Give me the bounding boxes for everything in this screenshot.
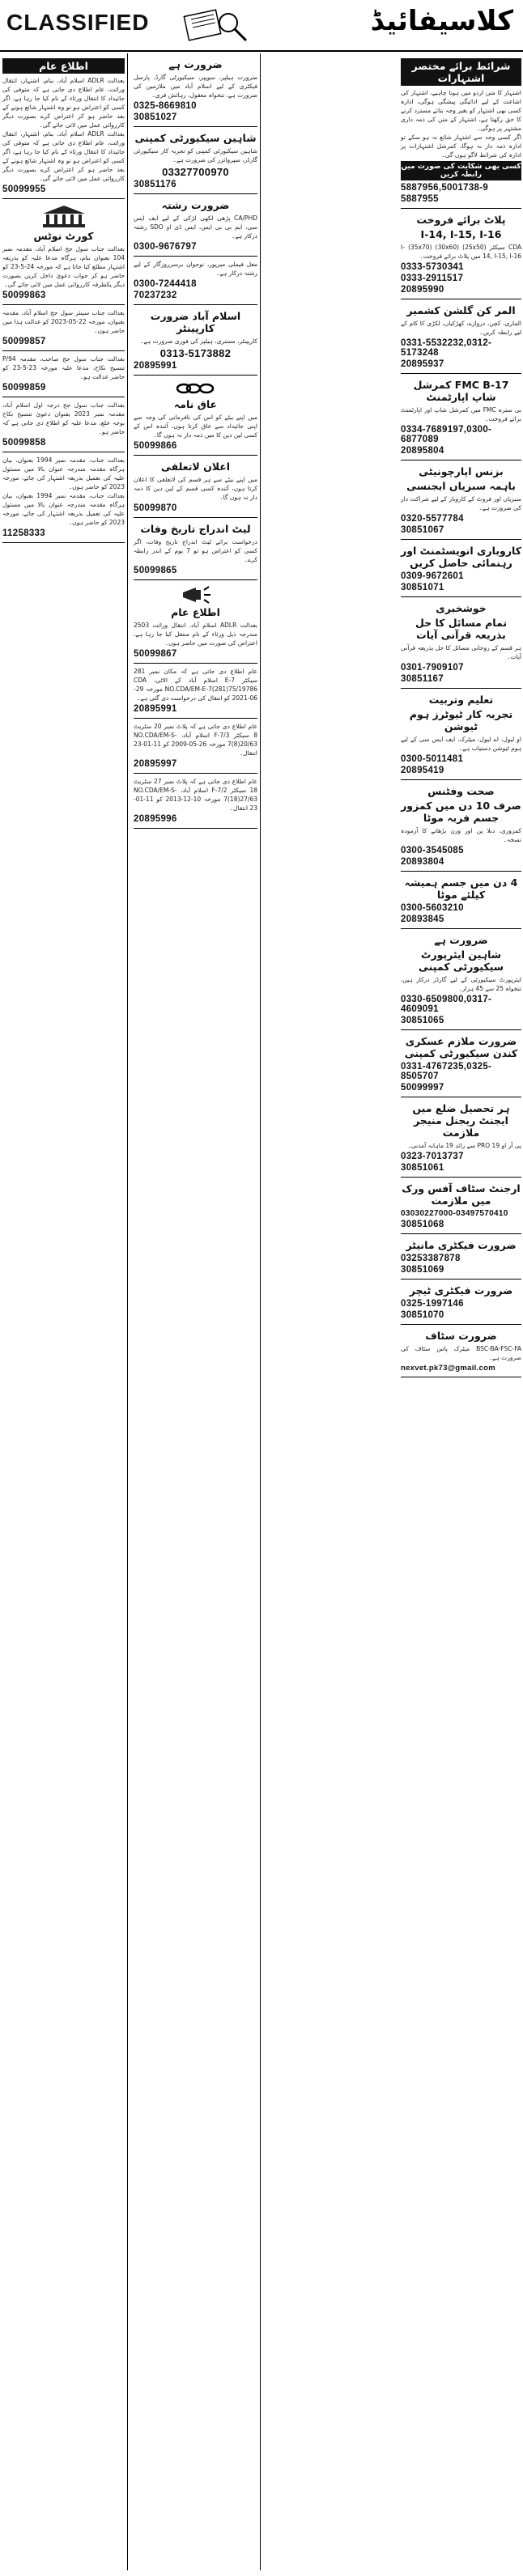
- ad-body: CA/PHD پڑھی لکھی لڑکی کے لیے ایف ایس سی، ایم بی بی ایس، ایس ڈی او SDO رشتہ درکار ہے۔: [134, 214, 258, 240]
- column-1: [0, 53, 128, 2570]
- ad-monitor: [401, 1234, 521, 1280]
- ad-code: 50099870: [134, 503, 177, 513]
- ad-code: 30851070: [401, 1310, 444, 1320]
- ad-code: 50099863: [2, 291, 46, 300]
- ad-terms: [401, 53, 521, 209]
- ad-business: [401, 460, 521, 540]
- ad-phone: 0333-2911517: [401, 274, 464, 283]
- ad-court: [2, 199, 125, 305]
- ad-notice: [134, 719, 257, 774]
- ad-phone: 03253387878: [401, 1254, 461, 1263]
- ad-body: بعدالت جناب سینئر سول جج اسلام آباد، مقدمہ بعنوان، مورخہ 22-05-2023 کو عدالت ہذا میں حاضر ہوں۔: [2, 309, 125, 334]
- ad-title: اسلام آباد ضرورت کارپینٹر: [150, 310, 241, 334]
- ad-title: ضرورت رشتہ: [161, 199, 230, 211]
- ad-code: 11258333: [2, 528, 45, 538]
- page-header: [0, 0, 523, 52]
- ad-rishta: [134, 257, 257, 305]
- ad-subtitle: تجربہ کار ٹیوٹرز ہوم ٹیوشن: [409, 708, 513, 732]
- ad-body: پی آر او 19 PRO سے زائد 19 ماہانہ آمدنی۔: [407, 1142, 521, 1149]
- ad-good-news: [401, 597, 521, 689]
- ad-code: 20895990: [401, 285, 444, 295]
- ad-body: درخواست برائے لیٹ اندراج تاریخ وفات، اگر کسی کو اعتراض ہو تو 7 یوم کے اندر رابطہ کرے۔: [134, 538, 257, 563]
- header-title-en: CLASSIFIED: [6, 10, 150, 35]
- ad-code: 50099865: [134, 566, 177, 575]
- ad-body: کمزوری، دبلا پن اور وزن بڑھانے کا آزمودہ نسخہ۔: [401, 827, 521, 843]
- ad-body: بعدالت جناب سول جج صاحب، مقدمہ 94/P تنسیخ نکاح، مدعا علیہ مورخہ 23-5-23 کو حاضر عدالت ہو۔: [2, 355, 125, 380]
- ad-body: بعدالت جناب سول جج درجہ اول اسلام آباد، مقدمہ نمبر 2023 بعنوان دعویٰ تنسیخ نکاح بوجہ خلع، مدعا علیہ کو اطلاع دی جاتی ہے کہ حاضر ہو۔: [2, 401, 125, 435]
- ad-body: BSC-BA-FSC-FA میٹرک پاس سٹاف کی ضرورت ہے۔: [401, 1345, 521, 1361]
- ad-code: 20895991: [134, 704, 177, 714]
- ad-subtitle: 4 دن میں جسم ہمیشہ کیلئے موٹا: [404, 876, 518, 901]
- ad-code: 30851065: [401, 1016, 444, 1025]
- ad-phone: 0320-5577784: [401, 514, 464, 524]
- ad-code: 30851167: [401, 674, 444, 684]
- ad-code: 50099857: [2, 337, 46, 346]
- ad-notice: [134, 774, 257, 829]
- ad-phone: 0301-7909107: [401, 663, 464, 673]
- ad-title: اطلاع عام: [2, 58, 125, 74]
- ad-title: اعلان لاتعلقی: [160, 460, 231, 473]
- ad-title: خوشخبری: [436, 602, 487, 614]
- ad-body: اگر کسی وجہ سے اشتہار شائع نہ ہو سکے تو ادارہ ذمہ دار نہ ہوگا، کمرشل اشتہارات پر ادارہ کی شرائط لاگو ہوں گی۔: [401, 134, 521, 159]
- ad-body: عام اطلاع دی جاتی ہے کہ مکان نمبر 281 سیکٹر E-7 اسلام آباد کے الاٹی، CDA NO.CDA/EM-E-7(281)75/19786 مورخہ 29-06-2021 کو انتقال کی درخواست دی گئی ہے۔: [134, 668, 257, 702]
- ad-urgent: [401, 1178, 521, 1234]
- ad-notice: [134, 580, 257, 664]
- ad-code: 20893845: [401, 915, 444, 924]
- ad-subtitle: I-14, I-15, I-16: [420, 228, 502, 240]
- ad-late-entry: [134, 518, 257, 580]
- ad-health: [401, 872, 521, 929]
- ad-title: کورٹ نوٹس: [33, 230, 94, 242]
- ad-phone: 0325-8669810: [134, 101, 197, 111]
- ad-code: 20895991: [134, 361, 177, 371]
- ad-title: ضرورت فیکٹری مانیٹر: [406, 1239, 517, 1251]
- ad-body: میں اپنے بیٹے سے ہر قسم کی لاتعلقی کا اعلان کرتا ہوں، آئندہ کسی قسم کے لین دین کا ذمہ دار نہ ہوں گا۔: [134, 476, 257, 501]
- ad-body: عام اطلاع دی جاتی ہے کہ پلاٹ نمبر 20 سٹریٹ 8 سیکٹر F-7/3 اسلام آباد، NO.CDA/EM-S-7(8)20/63 مورخہ 26-05-2009 کو 11-01-23 انتقال۔: [134, 723, 258, 757]
- ad-code: 20895419: [401, 766, 444, 775]
- ad-subtitle: تمام مسائل کا حل بذریعہ قرآنی آیات: [415, 617, 508, 641]
- ad-body: عام اطلاع دی جاتی ہے کہ پلاٹ نمبر 27 سٹریٹ 18 سیکٹر F-7/2 اسلام آباد، NO.CDA/EM-S-7(18)27/63 مورخہ 10-12-2013 کو 11-01-23 انتقال۔: [134, 778, 258, 812]
- ad-body: مغل فیملی میرپور، نوجوان برسرروزگار کے لیے رشتہ درکار ہے۔: [134, 261, 257, 277]
- ad-phone: 03030227000-03497570410: [401, 1209, 508, 1218]
- ad-phone: 03327700970: [162, 166, 229, 178]
- ad-phone: 0313-5173882: [159, 347, 232, 359]
- ad-body: بعدالت جناب، مقدمہ نمبر 1994 بعنوان، بیان ہرگاہ مقدمہ مندرجہ عنوان بالا میں مسئول علیہ کی تعمیل بذریعہ اشتہار کی جائے، مورخہ 2023 کو حاضر ہوں۔: [2, 456, 125, 490]
- ad-title: ضرورت ملازم عسکری کندن سیکیورٹی کمپنی: [404, 1035, 518, 1059]
- ad-code: 50099867: [134, 649, 177, 659]
- ad-title: ضرورت سٹاف: [425, 1330, 497, 1342]
- ad-title: المر کن گلشن کشمیر: [406, 304, 516, 316]
- ad-court: [2, 351, 125, 397]
- ad-body: شاہین سیکیورٹی کمپنی کو تجربہ کار سیکیورٹی گارڈز، سپروائزر کی ضرورت ہے۔: [134, 147, 257, 163]
- ad-phone: 0333-5730341: [401, 262, 464, 272]
- court-building-icon: [40, 204, 88, 228]
- ad-carpenter: [134, 305, 257, 376]
- ad-phone: 0331-5532232,0312-5173248: [401, 338, 492, 358]
- ad-subtitle: صرف 10 دن میں کمزور جسم فربہ موٹا: [401, 800, 521, 824]
- header-title-ur: کلاسیفائیڈ: [370, 5, 513, 37]
- ad-fmc: [401, 374, 521, 460]
- ad-phone: 0325-1997146: [401, 1299, 464, 1309]
- ad-body: CDA سیکٹر (25x50) (30x60) (35x70) I-14, I-15, I-16 میں پلاٹ برائے فروخت۔: [401, 244, 521, 260]
- ad-phone: 0300-7244418: [134, 279, 197, 289]
- ad-code: 50099997: [401, 1083, 444, 1093]
- contact-fax: 5887955: [401, 194, 439, 204]
- ad-wanted: [401, 929, 521, 1030]
- ad-wanted: [134, 53, 257, 127]
- ad-aq-nama: [134, 376, 257, 456]
- contact-banner: کسی بھی شکایت کی صورت میں رابطہ کریں: [401, 163, 521, 179]
- ad-phone: 0334-7689197,0300-6877089: [401, 425, 492, 444]
- ad-title: ضرورت ہے: [434, 934, 488, 946]
- ad-title: ضرورت ہے: [168, 58, 223, 70]
- ad-agent: [401, 1097, 521, 1178]
- ad-court: [2, 397, 125, 452]
- ad-code: 30851068: [401, 1220, 444, 1229]
- ad-code: 50099955: [2, 185, 46, 194]
- ad-phone: 0309-9672601: [401, 571, 464, 581]
- ad-title: اطلاع عام: [171, 606, 220, 618]
- ad-subtitle: شاہین ایئرپورٹ سیکیورٹی کمپنی: [419, 948, 504, 973]
- ad-body: ایئرپورٹ سیکیورٹی کے لیے گارڈز درکار ہیں، تنخواہ 25 سے 45 ہزار۔: [401, 976, 521, 992]
- ad-code: 30851061: [401, 1163, 444, 1173]
- ad-code: 20895937: [401, 359, 444, 369]
- megaphone-icon: [180, 585, 212, 605]
- ad-teacher: [401, 1280, 521, 1325]
- ad-body: میں اپنے بیٹے کو اس کی نافرمانی کی وجہ سے اپنی جائیداد سے عاق کرتا ہوں، آئندہ اس کے کسی لین دین کا میں ذمہ دار نہ ہوں گا۔: [134, 414, 257, 439]
- ad-security: [134, 127, 257, 194]
- ad-education: [401, 689, 521, 780]
- ad-body: بعدالت ADLR اسلام آباد، بنام، اشتہار، انتقال وراثت، عام اطلاع دی جاتی ہے کہ متوفی کی جائیداد کا انتقال ورثاء کے نام کیا جا رہا ہے، اگر کسی کو اعتراض ہو تو وہ اشتہار شائع ہونے کے بعد حاضر ہو کر اعتراض کرے بصورت دیگر کارروائی عمل میں لائی جائے گی۔: [2, 130, 125, 182]
- ad-almari: [401, 299, 521, 374]
- ad-title: شاہین سیکیورٹی کمپنی: [134, 132, 257, 144]
- ad-code: 50099859: [2, 383, 46, 393]
- ad-title: پلاٹ برائے فروخت: [416, 214, 506, 226]
- ad-code: 30851071: [401, 583, 444, 592]
- ad-phone: 0300-5603210: [401, 903, 464, 913]
- ad-title: ارجنٹ سٹاف آفس ورک میں ملازمت: [402, 1182, 521, 1207]
- ad-body: بعدالت ADLR اسلام آباد، بنام، اشتہار، انتقال وراثت، عام اطلاع دی جاتی ہے کہ متوفی کی جائیداد کا انتقال ورثاء کے نام کیا جا رہا ہے، اگر کسی کو اعتراض ہو تو وہ اشتہار شائع ہونے کے بعد حاضر ہو کر اعتراض کرے بصورت دیگر کارروائی عمل میں لائی جائے گی۔: [2, 77, 125, 129]
- ad-title: بزنس اپارچونیٹی: [419, 465, 504, 477]
- ad-body: بعدالت جناب، مقدمہ نمبر 1994 بعنوان، بیان ہرگاہ مقدمہ مندرجہ عنوان بالا میں مسئول علیہ کی تعمیل بذریعہ اشتہار کی جائے، مورخہ 2023 کو حاضر ہوں۔: [2, 492, 125, 526]
- ad-title: عاق نامہ: [173, 398, 218, 410]
- ad-body: الماری، کچن، دروازے، کھڑکیاں، لکڑی کا کام کے لیے رابطہ کریں۔: [401, 320, 521, 336]
- ad-code: 50099866: [134, 441, 177, 451]
- broken-chain-icon: [176, 380, 216, 397]
- ad-title: ہر تحصیل ضلع میں ایجنٹ ریجنل منیجر ملازمت: [412, 1102, 510, 1139]
- ad-body: اشتہار کا متن اردو میں ہونا چاہیے، اشتہار کی اشاعت کے لیے ادائیگی پیشگی ہوگی، ادارہ کسی بھی اشتہار کو بغیر وجہ بتائے مسترد کرنے کا حق رکھتا ہے، اشتہار کے متن کی ذمہ داری مشتہر پر ہوگی۔: [401, 89, 521, 132]
- ad-plots: [401, 209, 521, 299]
- ad-code: 70237232: [134, 291, 177, 300]
- contact-phone: 5887956,5001738-9: [401, 183, 489, 193]
- ad-code: 20895996: [134, 814, 177, 824]
- ad-title: ضرورت فیکٹری ٹیچر: [409, 1284, 513, 1296]
- ad-body: ضرورت ہیلپر، سویپر، سیکیورٹی گارڈ، پارسل فیکٹری کے لیے اسلام آباد میں ملازمین کی ضرورت ہے، تنخواہ معقول، رہائش فری۔: [134, 74, 257, 99]
- ad-body: کارپینٹر، مستری، ہیلپر کی فوری ضرورت ہے۔: [140, 337, 257, 345]
- ad-code: 30851027: [134, 112, 177, 122]
- column-3-4: [264, 53, 521, 2570]
- ad-title: کاروباری انویسٹمنٹ اور رہنمائی حاصل کریں: [401, 545, 521, 569]
- ad-code: 50099858: [2, 438, 46, 448]
- ad-body: بی سترہ FMC میں کمرشل شاپ اور اپارٹمنٹ برائے فروخت۔: [401, 406, 521, 422]
- ad-health: [401, 780, 521, 872]
- ad-phone: 0323-7013737: [401, 1152, 464, 1161]
- ad-title: تعلیم وتربیت: [428, 694, 494, 706]
- ad-code: 30851067: [401, 525, 444, 535]
- ad-phone: 0331-4767235,0325-8505707: [401, 1062, 492, 1081]
- ad-body: بعدالت جناب سول جج اسلام آباد، مقدمہ نمبر 104 بعنوان بنام، ہرگاہ مدعا علیہ کو بذریعہ اشتہار مطلع کیا جاتا ہے کہ مورخہ 24-5-23 کو حاضر ہو کر جواب دعویٰ داخل کریں بصورت دیگر یکطرفہ کارروائی عمل میں لائی جائے گی۔: [2, 245, 125, 288]
- ad-body: بعدالت ADLR اسلام آباد، انتقال وراثت 2503 مندرجہ ذیل ورثاء کے نام منتقل کیا جا رہا ہے، اعتراض کی صورت میں حاضر ہوں۔: [134, 622, 257, 647]
- ad-court: [2, 305, 125, 351]
- ad-investment: [401, 540, 521, 597]
- ad-notice: [134, 664, 257, 719]
- ad-court: [2, 452, 125, 543]
- ad-code: 30851069: [401, 1265, 444, 1275]
- ad-title: صحت وفٹنس: [427, 785, 495, 797]
- ad-phone: 0330-6509800,0317-4609091: [401, 995, 492, 1014]
- ad-title: لیٹ اندراج تاریخ وفات: [140, 523, 251, 535]
- ad-email: nexvet.pk73@gmail.com: [401, 1364, 495, 1373]
- ad-ilan: [134, 456, 257, 518]
- ad-phone: 0300-3545085: [401, 846, 464, 855]
- ad-staff: [401, 1030, 521, 1097]
- ad-title: شرائط برائے مختصر اشتہارات: [401, 58, 521, 86]
- ad-code: 20895997: [134, 759, 177, 769]
- ad-code: 20895804: [401, 446, 444, 456]
- ad-title: FMC B-17 کمرشل شاپ اپارٹمنٹ: [413, 379, 509, 403]
- ad-rishta: [134, 194, 257, 257]
- ad-subtitle: باہمہ سبزیاں ایجنسی: [406, 480, 516, 492]
- ad-staff: [401, 1325, 521, 1377]
- column-4: [398, 53, 521, 2570]
- ad-phone: 0300-5011481: [401, 754, 464, 764]
- ad-code: 30851176: [134, 180, 176, 189]
- ad-code: 20893804: [401, 857, 444, 867]
- newspaper-icon: [178, 6, 251, 44]
- ad-body: او لیول، اے لیول، میٹرک، ایف ایس سی کے لیے ہوم ٹیوشن دستیاب ہے۔: [401, 736, 521, 752]
- ad-body: ہر قسم کے روحانی مسائل کا حل بذریعہ قرآنی آیات۔: [401, 644, 521, 660]
- column-2: [131, 53, 261, 2570]
- page-footer: [0, 2570, 523, 2576]
- ad-phone: 0300-9676797: [134, 242, 197, 252]
- ad-body: سبزیاں اور فروٹ کے کاروبار کے لیے شراکت دار کی ضرورت ہے۔: [401, 495, 521, 511]
- ad-notice: [2, 53, 125, 199]
